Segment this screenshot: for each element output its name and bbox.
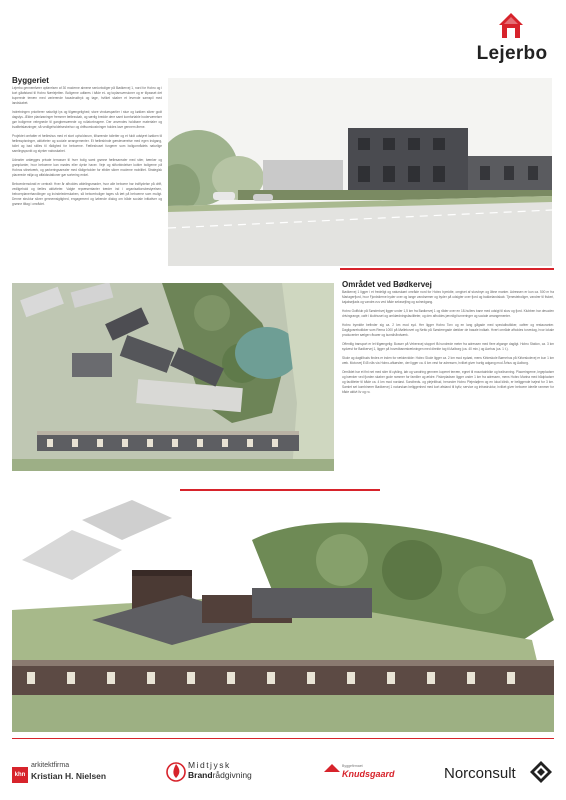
flame-icon [166, 760, 186, 782]
street-view-rendering [168, 78, 552, 266]
norconsult-logo [444, 750, 556, 790]
section-text-byggeriet [12, 86, 162, 266]
paragraph: Indretningen prioriterer naturligt lys og tilgængelighed; store vinduespartier i stue og køkken sikrer godt dagslys. Ældre planløsninger fremmer fællesskab, og særlig bredde dere samt komfortable boderværelser gør boligerne velegnede til gangbesværede og rullatorbrugere. Der anvendes holdbare materialer og kvalitetsløsninger, så vedligeholdelsesbehov og driftsomkostninger holdes lave gennem årene. [12, 110, 162, 129]
section-text-omraadet [342, 290, 554, 470]
footer-divider [12, 738, 554, 739]
house-logo-icon [496, 10, 526, 40]
aerial-site-plan-rendering [12, 283, 334, 471]
paragraph: Hobro bymidte befinder sig ca. 2 km mod syd. Her ligger Hobro Torv og en lang gågade med specialbutikker, caféer og restauranter. Dagligvarebutikker som Rema 1000 på Mølletorvet og Netto på Sønderegade dækker de basale indkøb. Hvert område afholdes torvedag, hvor lokale producenter sælger råvarer og kunsthåndværk. [342, 323, 554, 337]
section-title-omraadet: Området ved Bødkervej [342, 280, 432, 289]
knudsgaard-line1: Byggefirmaet [342, 764, 363, 768]
paragraph: Bødkervej 1 ligger i et fredeligt og naturskønt område nord for Hobro bymidte, omgivet af skovbryn og åbne marker. Adressen er kun ca. 500 m fra Mariagerfjord, hvor Fjordstierne byder over og lange vandrørmer og byder på udsigter over fjord og bakkelandskab. Tjenesteboliger, vandrer til fiskeri, kajaksejlads og vandre-rus ved både sekssejling og solnedgang. [342, 290, 554, 304]
paragraph: Udearler anlægges private terrasser til hver bolig samt grønne fællesarealer med stier, bænker og grønplanter, hvor beboerne kan mødes eller dyrke haver. Veje og stiforbindelser kobler boligerne på Hobros stinetværk, og parkeringsarealer med rådigeholder for elbiler sikrer moderne mobilitet. Strategisk placerede miljø og affaldsstationer gør sortering enkel. [12, 158, 162, 177]
lejerbo-logo [472, 10, 552, 65]
mbr-line2-rest: rådgivning [212, 770, 252, 780]
diamond-pattern-icon [530, 761, 552, 783]
section-title-byggeriet: Byggeriet [12, 76, 49, 85]
mbr-line1: Midtjysk [188, 760, 231, 770]
paragraph: Lejerbo gennemfører opførelsen af 30 moderne almene seniorboliger på Bødkervej 1, nord for Hobro og i kort gåafstand til Hobro Nærlejetten. Boligerne udføres i både et- og toplansversioner og er tilpasset det kuperede terræn med varierende facadeudtryk og tage, hvilket skaber et levende samspil med landskabet. [12, 86, 162, 105]
midtjysk-brandraadgivning-logo [166, 750, 276, 790]
paragraph: Projektet omfatter et fælleshus med et stort opholdsrum, tilhørende toiletter og et fuldt udstyret køkken til fællesspisninger, aktiviteter og sociale arrangementer. Et fællesbinde gæsteværelse med egen indgang, toilet og bad stilles til rådighed for beboerne. Fælleshuset fungerer som boligområdets naturlige samlingspunkt og styrker naboskabet. [12, 134, 162, 153]
aerial-perspective-rendering [12, 500, 554, 732]
partner-logos [0, 750, 566, 795]
paragraph: Hobro Golfklub på Sønderkvej ligger under 1,5 km fra Bødkervej 1 og råder over en 18-hullers bane med udsigt til skov og fjord. Klubben har desuden drivingrange, café i klubhuset og omklædningsfaciliteter, og den afholdes jævnligt turneringer og sociale arrangementer. [342, 309, 554, 318]
khn-line2: Kristian H. Nielsen [31, 771, 107, 781]
knudsgaard-line2: Knudsgaard [342, 769, 395, 779]
khn-line1: arkitektfirma [31, 762, 70, 769]
paragraph: Området har et fint net med stier til cykling, løb og vandring gennem kuperet terræn, egnet til mountainbike og trailrunning. Placeringerne, legepladser og bænker ved fjorden skaber gode rammer for familier og ældre. Fiskepladsen ligger under 1 km fra adressen, mens Hobro Marina med bådpladser og faciliteter til både ca. 4 km mod nordøst. Sundheds- og plejetilbud, herunder Hobro Plejedøjlem og en lokal klinik, er beliggende højest for 3 km. Samlet set kombinerer Bødkervej 1 naturskøn beliggenhed med kort afstand til byliv, service og infrastruktur, hvilket giver beboere ideelle rammer for både aktivt liv og ro. [342, 370, 554, 394]
kristian-h-nielsen-logo [12, 750, 132, 790]
knudsgaard-logo [318, 750, 398, 790]
divider-line [340, 268, 554, 270]
norconsult-name: Norconsult [444, 765, 516, 782]
mbr-line2-bold: Brand [188, 770, 213, 780]
paragraph: Offentlig transport er let tilgængelig: Busser på Vebersvej stoppet få hundrede meter fra adressen med flere afgange dagligt. Hobro Station, ca. 3 km sydvest for Bødkervej 1, ligger på hovedbanestrækningen med direkte tog til Aalborg (ca. 40 min.) og Aarhus (ca. 1 t.). [342, 342, 554, 351]
brand-name: Lejerbo [476, 43, 548, 64]
mbr-line2 [188, 770, 252, 780]
paragraph: Beboerdemokrati er centralt: Hver år afholdes afdelingsmøder, hvor alle beboere har indflydelse på drift, vedligehold og fælles aktiviteter. Valgte repræsentanter træder ind i organisationsbestyrelsen, beboerplanerhandlinger og kvindelederskaben, så beboerboliger tages så tæt på beboerne som muligt. Denne struktur sikrer gennemsigtighed, engagement og løbende dialog om både sociale initiativer og grønne tiltag i området. [12, 182, 162, 206]
paragraph: Skole og dagtilbuds findes er inden for rækkevidde: Hobro Skole ligger ca. 2 km mod sydøst, mens Kirkeskole Børnehus på Kirkeskolevej er kun 1 km væk. Motorvej E45 nås via Hobro-afkørslen, der ligger ca. 6 km vest for adressen, hvilket giver hurtig adgang mod Århus og Aalborg. [342, 356, 554, 365]
roof-icon [324, 764, 340, 772]
khn-badge: khn [12, 767, 28, 783]
divider-line [180, 489, 380, 491]
